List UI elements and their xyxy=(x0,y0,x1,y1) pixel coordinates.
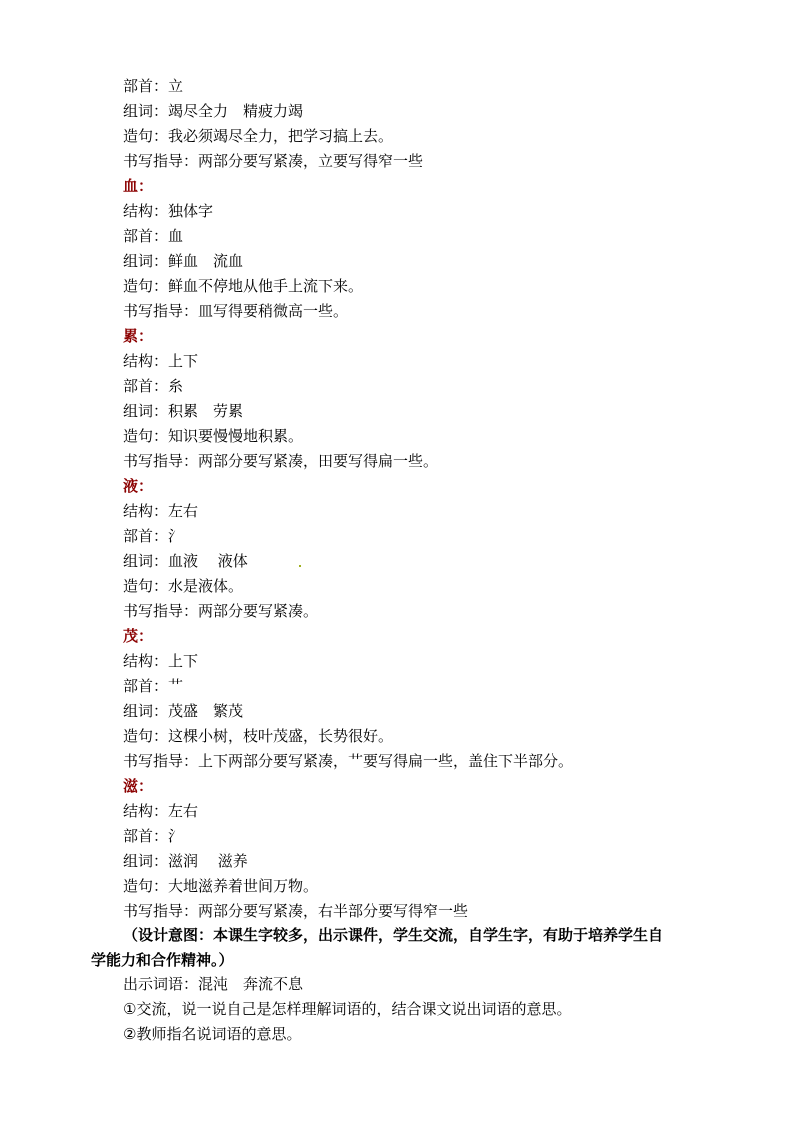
text-line: 部首：氵 xyxy=(123,827,184,845)
text-line: 结构：独体字 xyxy=(123,202,214,220)
text-line: 组词：滋润 滋养 xyxy=(123,852,248,870)
character-heading: 滋： xyxy=(123,777,154,795)
text-line: 造句：大地滋养着世间万物。 xyxy=(123,877,319,895)
text-line: 组词：积累 劳累 xyxy=(123,402,244,420)
text-line: 结构：上下 xyxy=(123,352,199,370)
character-heading: 茂： xyxy=(123,627,154,645)
text-line: 组词：竭尽全力 精疲力竭 xyxy=(123,102,304,120)
text-line: 书写指导：上下两部分要写紧凑，艹要写得扁一些，盖住下半部分。 xyxy=(123,752,574,770)
design-note-line-1: （设计意图：本课生字较多，出示课件，学生交流，自学生字，有助于培养学生自 xyxy=(123,926,664,944)
text-line: 结构：左右 xyxy=(123,502,199,520)
text-line: 书写指导：皿写得要稍微高一些。 xyxy=(123,302,349,320)
text-line: 部首：艹 xyxy=(123,677,184,695)
character-heading: 液： xyxy=(123,477,154,495)
text-line: 结构：上下 xyxy=(123,652,199,670)
text-line: 结构：左右 xyxy=(123,802,199,820)
character-heading: 血： xyxy=(123,177,154,195)
text-line: 部首：糸 xyxy=(123,377,184,395)
text-line: ②教师指名说词语的意思。 xyxy=(123,1025,302,1043)
text-line: 书写指导：两部分要写紧凑。 xyxy=(123,602,319,620)
text-line: 书写指导：两部分要写紧凑，右半部分要写得窄一些 xyxy=(123,902,469,920)
text-line: 部首：血 xyxy=(123,227,184,245)
text-line: 造句：鲜血不停地从他手上流下来。 xyxy=(123,277,364,295)
text-line: 组词：茂盛 繁茂 xyxy=(123,702,244,720)
design-note-line-2: 学能力和合作精神。） xyxy=(91,951,234,969)
text-line: 书写指导：两部分要写紧凑，田要写得扁一些。 xyxy=(123,452,439,470)
text-line: ①交流，说一说自己是怎样理解词语的，结合课文说出词语的意思。 xyxy=(123,1000,572,1018)
text-line: 组词：鲜血 流血 xyxy=(123,252,244,270)
text-line: 部首：氵 xyxy=(123,527,184,545)
text-line: 造句：水是液体。 xyxy=(123,577,244,595)
character-heading: 累： xyxy=(123,327,154,345)
text-line: 造句：我必须竭尽全力，把学习搞上去。 xyxy=(123,127,394,145)
text-line: 造句：这棵小树，枝叶茂盛，长势很好。 xyxy=(123,727,394,745)
text-line: 出示词语：混沌 奔流不息 xyxy=(123,975,304,993)
text-line: 组词：血液 液体 xyxy=(123,552,248,570)
text-line: 书写指导：两部分要写紧凑，立要写得窄一些 xyxy=(123,152,424,170)
text-line: 部首：立 xyxy=(123,77,184,95)
stray-dot xyxy=(299,565,301,567)
text-line: 造句：知识要慢慢地积累。 xyxy=(123,427,304,445)
